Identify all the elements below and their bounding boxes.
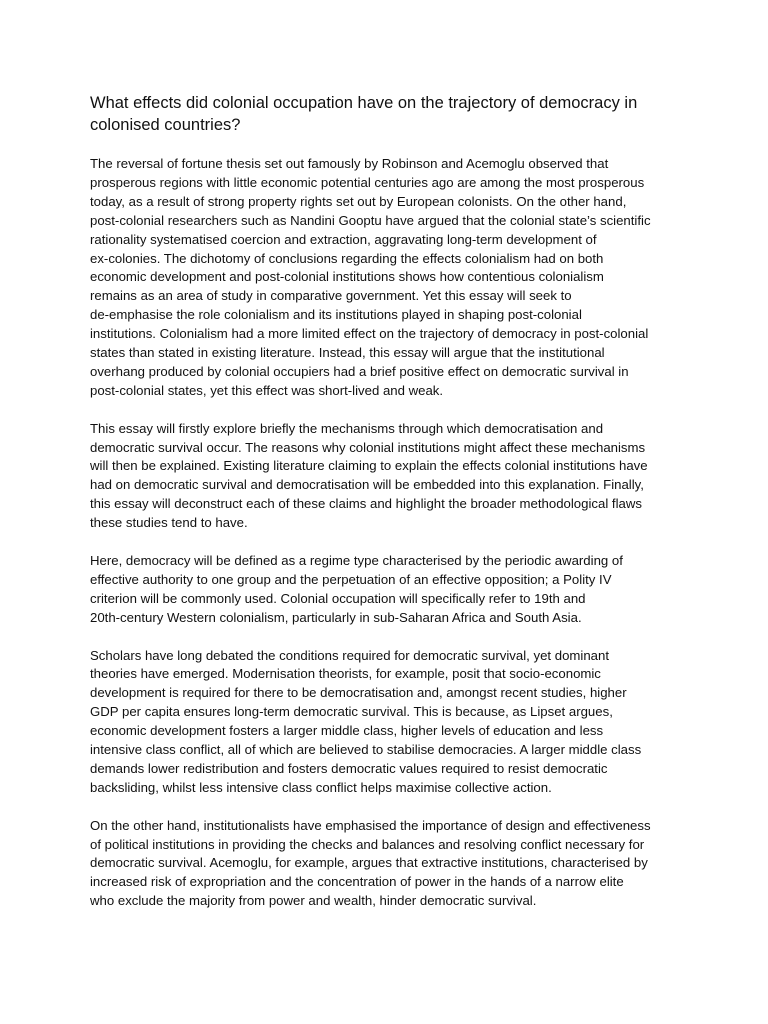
text-line: prosperous regions with little economic potential centuries ago are among the most prosperous (90, 174, 645, 190)
paragraph-structure (90, 420, 680, 533)
text-line: rationality systematised coercion and extraction, aggravating long-term development of (90, 231, 597, 247)
text-line: states than stated in existing literature. Instead, this essay will argue that the institutional (90, 345, 605, 361)
text-line: demands lower redistribution and fosters democratic values required to resist democratic (90, 760, 608, 776)
text-line: economic development fosters a larger middle class, higher levels of education and less (90, 723, 604, 739)
paragraph-definitions (90, 552, 680, 628)
text-line: ex-colonies. The dichotomy of conclusions regarding the effects colonialism had on both (90, 250, 604, 266)
text-line: these studies tend to have. (90, 515, 248, 531)
text-line: de-emphasise the role colonialism and its institutions played in shaping post-colonial (90, 307, 582, 323)
text-line: increased risk of expropriation and the concentration of power in the hands of a narrow elite (90, 874, 624, 890)
text-line: intensive class conflict, all of which are believed to stabilise democracies. A larger middle class (90, 742, 642, 758)
text-line: democratic survival occur. The reasons why colonial institutions might affect these mechanisms (90, 439, 646, 455)
text-line: will then be explained. Existing literature claiming to explain the effects colonial institutions have (90, 458, 648, 474)
text-line: today, as a result of strong property rights set out by European colonists. On the other hand, (90, 193, 627, 209)
text-line: economic development and post-colonial institutions shows how contentious colonialism (90, 269, 604, 285)
text-line: overhang produced by colonial occupiers had a brief positive effect on democratic survival in (90, 363, 629, 379)
text-line: institutions. Colonialism had a more limited effect on the trajectory of democracy in post-colonial (90, 326, 649, 342)
paragraph-modernisation (90, 647, 680, 798)
text-line: remains as an area of study in comparative government. Yet this essay will seek to (90, 288, 572, 304)
text-line: effective authority to one group and the perpetuation of an effective opposition; a Polity IV (90, 571, 612, 587)
text-line: post-colonial states, yet this effect was short-lived and weak. (90, 382, 444, 398)
text-line: had on democratic survival and democratisation will be embedded into this explanation. Finally, (90, 477, 644, 493)
text-line: theories have emerged. Modernisation theorists, for example, posit that socio-economic (90, 666, 601, 682)
text-line: This essay will firstly explore briefly the mechanisms through which democratisation and (90, 420, 604, 436)
text-line: who exclude the majority from power and wealth, hinder democratic survival. (90, 893, 537, 909)
paragraph-institutionalists (90, 817, 680, 912)
text-line: Here, democracy will be defined as a regime type characterised by the periodic awarding of (90, 553, 623, 568)
text-line: of political institutions in providing the checks and balances and resolving conflict necessary for (90, 836, 645, 852)
title-line: colonised countries? (90, 116, 241, 134)
text-line: development is required for there to be democratisation and, amongst recent studies, higher (90, 685, 627, 701)
text-line: backsliding, whilst less intensive class conflict helps maximise collective action. (90, 779, 552, 795)
paragraph-introduction (90, 155, 680, 401)
text-line: this essay will deconstruct each of these claims and highlight the broader methodological flaws (90, 496, 642, 512)
text-line: The reversal of fortune thesis set out famously by Robinson and Acemoglu observed that (90, 156, 609, 171)
text-line: criterion will be commonly used. Colonial occupation will specifically refer to 19th and (90, 590, 586, 606)
text-line: On the other hand, institutionalists have emphasised the importance of design and effectiveness (90, 817, 651, 833)
document-page (90, 92, 680, 930)
text-line: post-colonial researchers such as Nandini Gooptu have argued that the colonial state’s scientific (90, 212, 651, 228)
text-line: Scholars have long debated the conditions required for democratic survival, yet dominant (90, 647, 610, 663)
essay-title (90, 92, 680, 136)
text-line: democratic survival. Acemoglu, for example, argues that extractive institutions, characterised by (90, 855, 648, 871)
text-line: 20th-century Western colonialism, particularly in sub-Saharan Africa and South Asia. (90, 609, 582, 625)
text-line: GDP per capita ensures long-term democratic survival. This is because, as Lipset argues, (90, 704, 613, 720)
title-line: What effects did colonial occupation have on the trajectory of democracy in (90, 94, 638, 112)
